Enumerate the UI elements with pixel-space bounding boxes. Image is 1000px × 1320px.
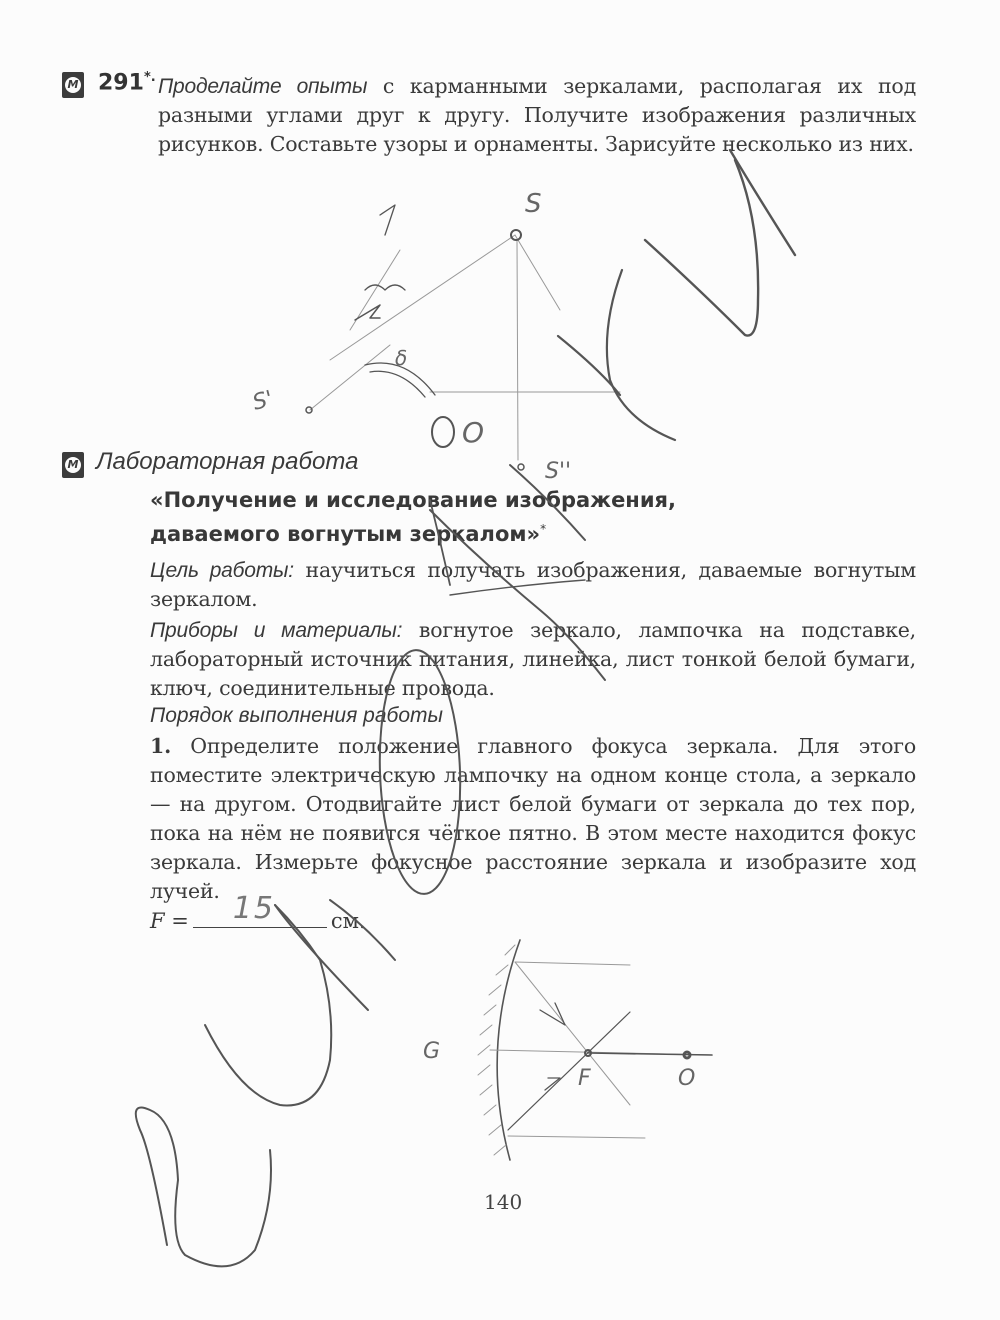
lab-title-line1: «Получение и исследование изображения, [150, 488, 676, 512]
focal-length-blank[interactable] [193, 891, 327, 928]
lab-title-mark: * [540, 522, 547, 536]
m-badge-icon [62, 72, 84, 98]
step-1-number: 1. [150, 734, 172, 758]
goal-text: научиться получать изображения, даваемые вогнутым зеркалом. [150, 558, 916, 611]
concave-mirror-sketch [423, 940, 712, 1160]
focal-length-formula [150, 891, 366, 933]
materials-label: Приборы и материалы: [150, 619, 403, 642]
focal-length-value: 15 [232, 891, 276, 926]
label-angle: δ [395, 346, 408, 370]
task-number-value: 291 [98, 70, 144, 96]
page-number: 140 [484, 1190, 523, 1214]
task-number-mark: *. [143, 70, 156, 85]
label-o: O [462, 416, 485, 449]
label-s: S [525, 189, 542, 219]
label-s-prime: S' [250, 386, 276, 416]
lab-goal [150, 556, 916, 614]
m-letter-lab: M [65, 457, 81, 473]
m-letter: M [65, 77, 81, 93]
m-badge-icon-lab [62, 452, 84, 478]
task-body: с карманными зеркалами, располагая их под разными углами друг к другу. Получите изображения различных рисунков. Составьте узоры и орнаменты. Зарисуйте несколько из них. [158, 74, 916, 156]
step-1-text: Определите положение главного фокуса зеркала. Для этого поместите электрическую лампочку на одном конце стола, а зеркало — на другом. Отодвигайте лист белой бумаги от зеркала до тех пор, пока на нём не появится чёткое пятно. В этом месте находится фокус зеркала. Измерьте фокусное расстояние зеркала и изобразите ход лучей. [150, 734, 916, 903]
label-o2: O [678, 1066, 696, 1091]
lab-materials [150, 616, 916, 703]
label-f: F [578, 1066, 591, 1091]
lab-title-line2: даваемого вогнутым зеркалом» [150, 522, 541, 546]
formula-unit: см. [330, 909, 366, 933]
task-lead: Проделайте опыты [158, 75, 368, 98]
mirror-reflection-sketch [250, 189, 620, 484]
formula-label: F = [150, 909, 189, 933]
label-g: G [423, 1039, 441, 1064]
step-1 [150, 732, 916, 906]
lab-title [150, 486, 850, 549]
task-number [98, 70, 156, 95]
procedure-heading: Порядок выполнения работы [150, 704, 443, 727]
task-text [158, 72, 916, 159]
lab-label: Лабораторная работа [96, 448, 359, 475]
label-s-double-prime: S'' [545, 459, 572, 484]
materials-text: вогнутое зеркало, лампочка на подставке, лабораторный источник питания, линейка, лист тонкой белой бумаги, ключ, соединительные провода. [150, 618, 916, 700]
goal-label: Цель работы: [150, 559, 294, 582]
